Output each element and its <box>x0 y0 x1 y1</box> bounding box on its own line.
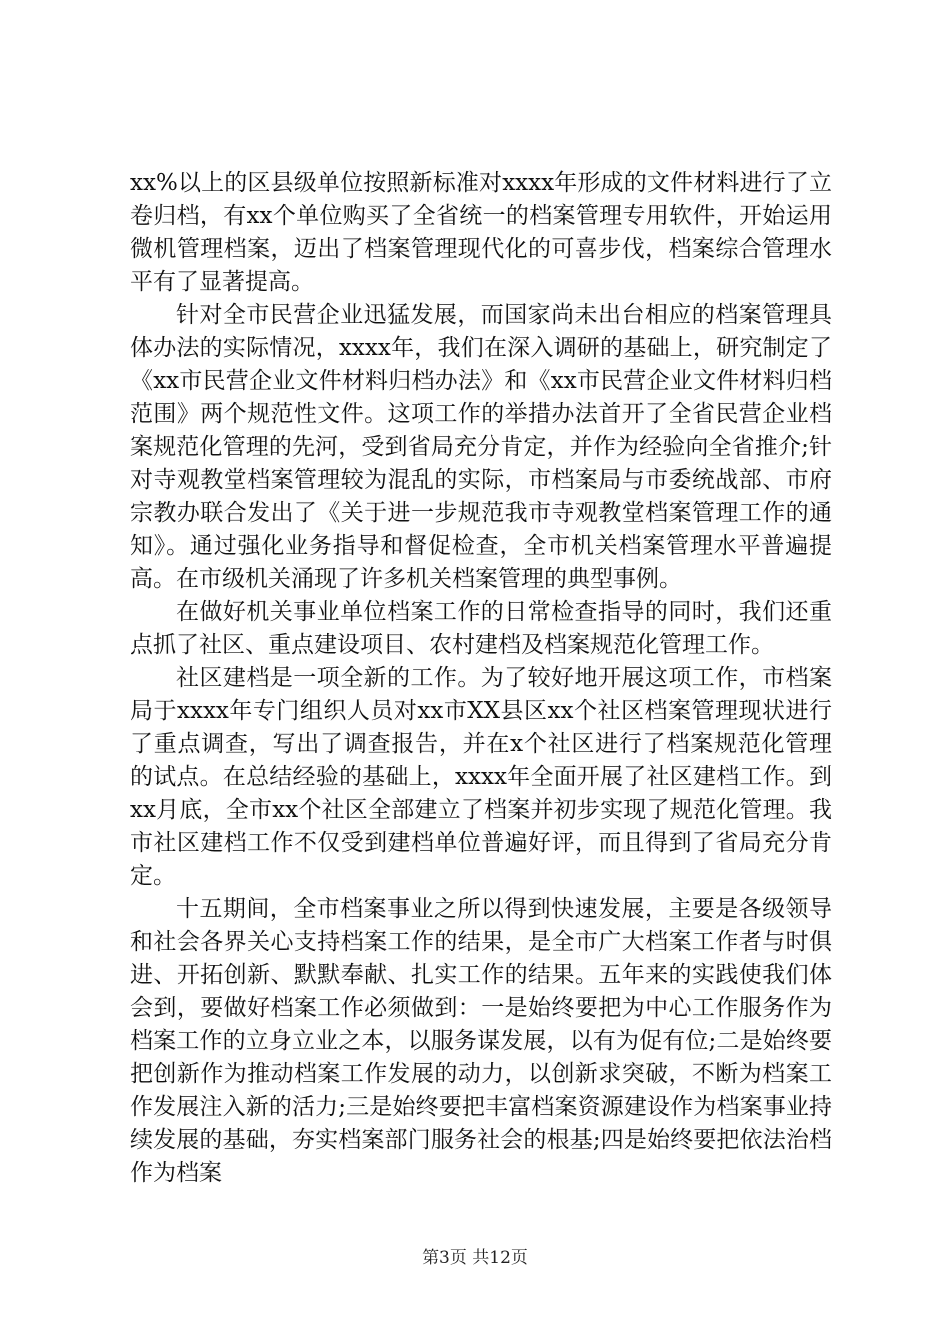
paragraph-3: 在做好机关事业单位档案工作的日常检查指导的同时，我们还重点抓了社区、重点建设项目、农村建档及档案规范化管理工作。 <box>130 599 832 658</box>
paragraph-5: 十五期间，全市档案事业之所以得到快速发展，主要是各级领导和社会各界关心支持档案工作的结果，是全市广大档案工作者与时俱进、开拓创新、默默奉献、扎实工作的结果。五年来的实践使我们体会到，要做好档案工作必须做到：一是始终要把为中心工作服务作为档案工作的立身立业之本，以服务谋发展，以有为促有位;二是始终要把创新作为推动档案工作发展的动力，以创新求突破，不断为档案工作发展注入新的活力;三是始终要把丰富档案资源建设作为档案事业持续发展的基础，夯实档案部门服务社会的根基;四是始终要把依法治档作为档案 <box>130 896 832 1186</box>
paragraph-1: xx%以上的区县级单位按照新标准对xxxx年形成的文件材料进行了立卷归档，有xx个单位购买了全省统一的档案管理专用软件，开始运用微机管理档案，迈出了档案管理现代化的可喜步伐，档案综合管理水平有了显著提高。 <box>130 170 832 295</box>
paragraph-2: 针对全市民营企业迅猛发展，而国家尚未出台相应的档案管理具体办法的实际情况，xxxx年，我们在深入调研的基础上，研究制定了《xx市民营企业文件材料归档办法》和《xx市民营企业文件材料归档范围》两个规范性文件。这项工作的举措办法首开了全省民营企业档案规范化管理的先河，受到省局充分肯定，并作为经验向全省推介;针对寺观教堂档案管理较为混乱的实际，市档案局与市委统战部、市府宗教办联合发出了《关于进一步规范我市寺观教堂档案管理工作的通知》。通过强化业务指导和督促检查，全市机关档案管理水平普遍提高。在市级机关涌现了许多机关档案管理的典型事例。 <box>130 302 832 592</box>
document-body <box>130 167 832 1190</box>
page-footer: 第3页 共12页 <box>422 1248 528 1268</box>
paragraph-4: 社区建档是一项全新的工作。为了较好地开展这项工作，市档案局于xxxx年专门组织人员对xx市XX县区xx个社区档案管理现状进行了重点调查，写出了调查报告，并在x个社区进行了档案规范化管理的试点。在总结经验的基础上，xxxx年全面开展了社区建档工作。到xx月底，全市xx个社区全部建立了档案并初步实现了规范化管理。我市社区建档工作不仅受到建档单位普遍好评，而且得到了省局充分肯定。 <box>130 665 832 889</box>
